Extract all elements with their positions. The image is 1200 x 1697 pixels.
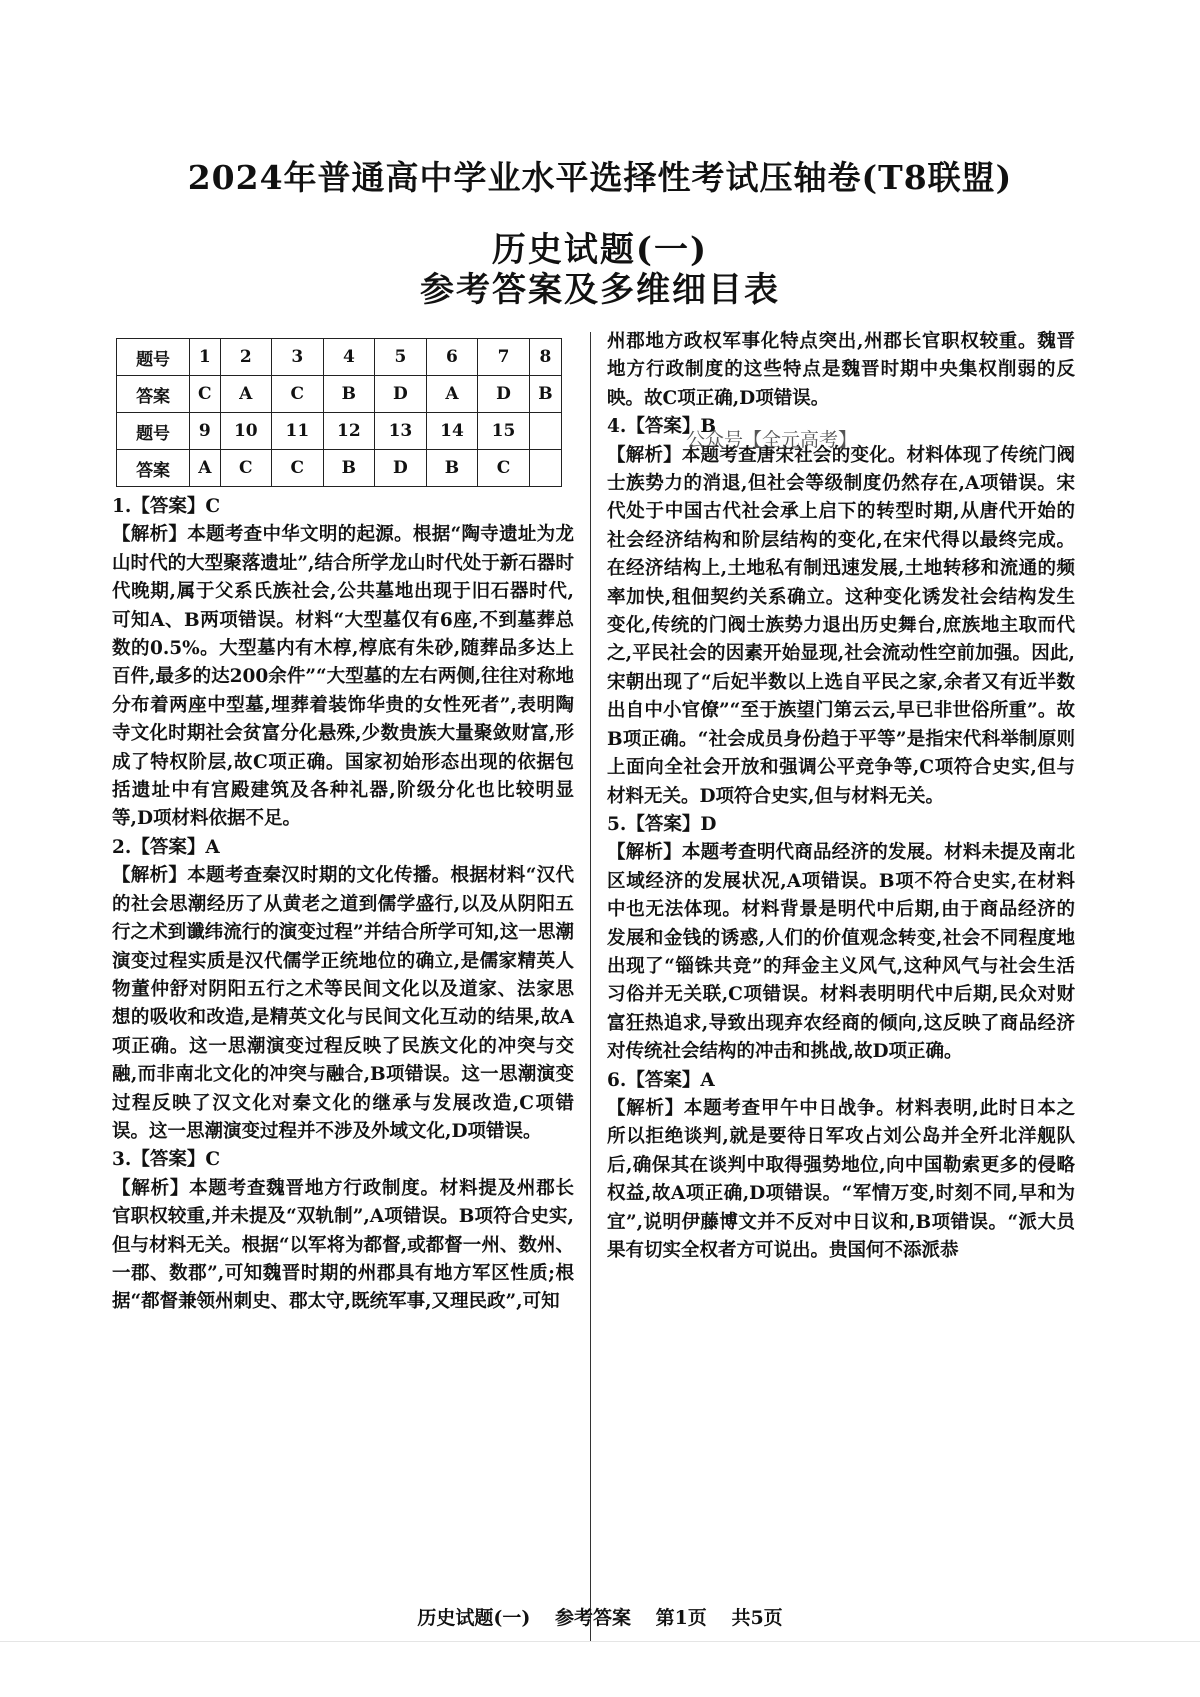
row-label-answer: 答案 xyxy=(117,450,190,487)
column-divider xyxy=(590,332,591,1642)
answer-explanation-5: 【解析】本题考查明代商品经济的发展。材料未提及南北区域经济的发展状况,A项错误。B项不符合史实,在材料中也无法体现。材料背景是明代中后期,由于商品经济的发展和金钱的诱惑,人们的价值观念转变,社会不同程度地出现了“锱铢共竞”的拜金主义风气,这种风气与社会生活习俗并无关联,C项错误。材料表明明代中后期,民众对财富狂热追求,导致出现弃农经商的倾向,这反映了商品经济对传统社会结构的冲击和挑战,故D项正确。 xyxy=(607,842,1075,1063)
answer-explanation-3-cont: 州郡地方政权军事化特点突出,州郡长官职权较重。魏晋地方行政制度的这些特点是魏晋时期中央集权削弱的反映。故C项正确,D项错误。 xyxy=(607,331,1075,409)
table-row-question-2 xyxy=(117,413,562,450)
page-title: 2024年普通高中学业水平选择性考试压轴卷(T8联盟) xyxy=(187,158,1013,197)
table-cell: 6 xyxy=(426,339,478,376)
bottom-rule xyxy=(0,1641,1200,1642)
table-cell: 12 xyxy=(323,413,375,450)
answer-heading-1: 1.【答案】C xyxy=(112,496,221,517)
table-cell: D xyxy=(375,376,427,413)
row-label-question: 题号 xyxy=(117,339,190,376)
page-subtitle: 历史试题(一) xyxy=(491,230,709,270)
table-cell: 1 xyxy=(190,339,220,376)
table-cell: C xyxy=(272,450,324,487)
table-cell: D xyxy=(375,450,427,487)
right-column xyxy=(607,328,1075,1265)
answer-explanation-3: 【解析】本题考查魏晋地方行政制度。材料提及州郡长官职权较重,并未提及“双轨制”,A项错误。B项符合史实,但与材料无关。根据“以军将为都督,或都督一州、数州、一郡、数郡”,可知魏晋时期的州郡具有地方军区性质;根据“都督兼领州刺史、郡太守,既统军事,又理民政”,可知 xyxy=(112,1177,574,1313)
left-answers xyxy=(112,493,574,1317)
answer-heading-2: 2.【答案】A xyxy=(112,836,220,858)
row-label-answer: 答案 xyxy=(117,376,190,413)
answer-explanation-4: 【解析】本题考查唐宋社会的变化。材料体现了传统门阀士族势力的消退,但社会等级制度仍然存在,A项错误。宋代处于中国古代社会承上启下的转型时期,从唐代开始的社会经济结构和阶层结构的变化,在宋代得以最终完成。在经济结构上,土地私有制迅速发展,土地转移和流通的频率加快,租佃契约关系确立。这种变化诱发社会结构发生变化,传统的门阀士族势力退出历史舞台,庶族地主取而代之,平民社会的因素开始显现,社会流动性空前加强。因此,宋朝出现了“后妃半数以上选自平民之家,余者又有近半数出自中小官僚”“至于族望门第云云,早已非世俗所重”。故B项正确。“社会成员身份趋于平等”是指宋代科举制原则上面向全社会开放和强调公平竞争等,C项符合史实,但与材料无关。D项符合史实,但与材料无关。 xyxy=(607,444,1075,807)
answer-explanation-2: 【解析】本题考查秦汉时期的文化传播。根据材料“汉代的社会思潮经历了从黄老之道到儒学盛行,以及从阴阳五行之术到谶纬流行的演变过程”并结合所学可知,这一思潮演变过程实质是汉代儒学正统地位的确立,是儒家精英人物董仲舒对阴阳五行之术等民间文化以及道家、法家思想的吸收和改造,是精英文化与民间文化互动的结果,故A项正确。这一思潮演变过程反映了民族文化的冲突与交融,而非南北文化的冲突与融合,B项错误。这一思潮演变过程反映了汉文化对秦文化的继承与发展改造,C项错误。这一思潮演变过程并不涉及外域文化,D项错误。 xyxy=(112,865,574,1142)
watermark-text: 公众号【全元高考】 xyxy=(686,429,858,451)
answer-heading-4: 4.【答案】B xyxy=(607,416,716,438)
table-cell: C xyxy=(220,450,272,487)
page-footer xyxy=(0,1603,1200,1630)
table-cell: 4 xyxy=(323,339,375,376)
table-cell: 13 xyxy=(375,413,427,450)
answer-heading-5: 5.【答案】D xyxy=(607,813,717,835)
footer-subject: 历史试题(一) xyxy=(417,1607,531,1629)
answer-explanation-6: 【解析】本题考查甲午中日战争。材料表明,此时日本之所以拒绝谈判,就是要待日军攻占刘公岛并全歼北洋舰队后,确保其在谈判中取得强势地位,向中国勒索更多的侵略权益,故A项正确,D项错误。“军情万变,时刻不同,早和为宜”,说明伊藤博文并不反对中日议和,B项错误。“派大员果有切实全权者方可说出。贵国何不添派恭 xyxy=(607,1097,1075,1261)
table-cell: C xyxy=(478,450,530,487)
answer-heading-6: 6.【答案】A xyxy=(607,1069,715,1091)
table-cell: C xyxy=(272,376,324,413)
table-cell: D xyxy=(478,376,530,413)
table-cell: 15 xyxy=(478,413,530,450)
table-cell: 3 xyxy=(272,339,324,376)
table-row-answer-1 xyxy=(117,376,562,413)
table-cell: A xyxy=(190,450,220,487)
footer-total: 共5页 xyxy=(731,1607,783,1629)
table-row-question-1 xyxy=(117,339,562,376)
table-cell xyxy=(529,413,561,450)
table-cell: 8 xyxy=(529,339,561,376)
table-cell: A xyxy=(220,376,272,413)
table-cell: 11 xyxy=(272,413,324,450)
table-row-answer-2 xyxy=(117,450,562,487)
footer-page: 第1页 xyxy=(655,1607,707,1629)
table-cell: B xyxy=(323,376,375,413)
table-cell: B xyxy=(323,450,375,487)
table-cell: 10 xyxy=(220,413,272,450)
answer-explanation-1: 【解析】本题考查中华文明的起源。根据“陶寺遗址为龙山时代的大型聚落遗址”,结合所学龙山时代处于新石器时代晚期,属于父系氏族社会,公共墓地出现于旧石器时代,可知A、B两项错误。材料“大型墓仅有6座,不到墓葬总数的0.5%。大型墓内有木椁,椁底有朱砂,随葬品多达上百件,最多的达200余件”“大型墓的左右两侧,往往对称地分布着两座中型墓,埋葬着装饰华贵的女性死者”,表明陶寺文化时期社会贫富分化悬殊,少数贵族大量聚敛财富,形成了特权阶层,故C项正确。国家初始形态出现的依据包括遗址中有宫殿建筑及各种礼器,阶级分化也比较明显等,D项材料依据不足。 xyxy=(112,524,574,830)
left-column xyxy=(112,338,574,1317)
answer-heading-3: 3.【答案】C xyxy=(112,1149,221,1171)
page-subtitle-2: 参考答案及多维细目表 xyxy=(420,270,780,310)
table-cell: B xyxy=(529,376,561,413)
table-cell xyxy=(529,450,561,487)
table-cell: 2 xyxy=(220,339,272,376)
table-cell: A xyxy=(426,376,478,413)
row-label-question: 题号 xyxy=(117,413,190,450)
table-cell: 5 xyxy=(375,339,427,376)
table-cell: B xyxy=(426,450,478,487)
table-cell: 14 xyxy=(426,413,478,450)
answer-table xyxy=(116,338,562,487)
footer-doc: 参考答案 xyxy=(554,1607,631,1629)
table-cell: C xyxy=(190,376,220,413)
table-cell: 9 xyxy=(190,413,220,450)
table-cell: 7 xyxy=(478,339,530,376)
